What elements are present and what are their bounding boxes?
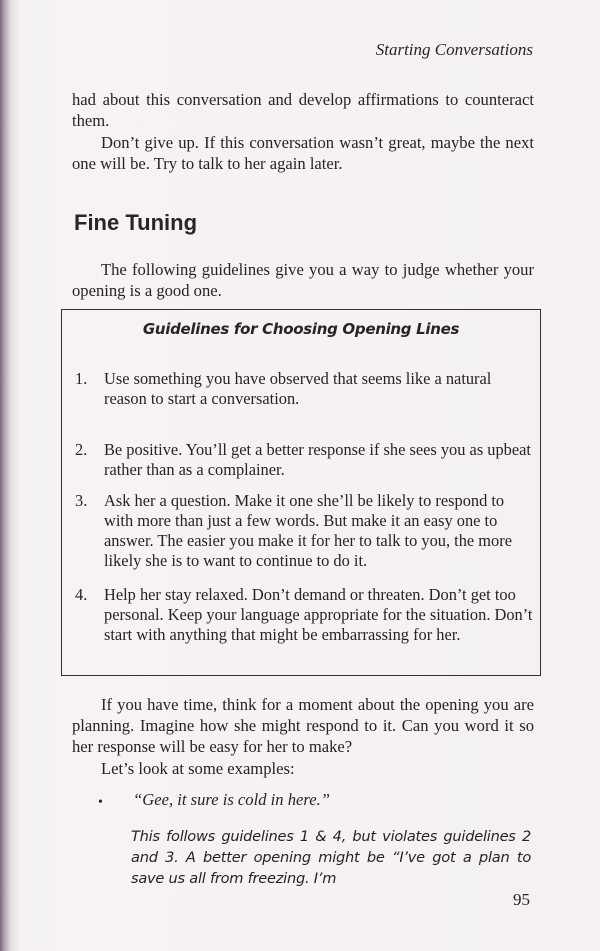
guidelines-box: [61, 309, 541, 676]
guideline-text: Use something you have observed that seems like a natural reason to start a conversation.: [104, 369, 492, 408]
paragraph-continuation: had about this conversation and develop affirmations to counteract them.: [72, 90, 534, 130]
example-quote: “Gee, it sure is cold in here.”: [133, 790, 330, 809]
section-intro: The following guidelines give you a way to judge whether your opening is a good one.: [72, 260, 534, 300]
example-commentary: This follows guidelines 1 & 4, but violates guidelines 2 and 3. A better opening might be “I’ve got a plan to save us all from freezing. I’m: [131, 828, 531, 887]
guideline-number: 3.: [75, 491, 88, 510]
guideline-number: 1.: [75, 369, 88, 388]
bullet-icon: •: [98, 795, 103, 810]
guideline-text: Help her stay relaxed. Don’t demand or threaten. Don’t get too personal. Keep your language appropriate for the situation. Don’t start with anything that might be embarrassing for her.: [104, 585, 533, 644]
guideline-text: Be positive. You’ll get a better response if she sees you as upbeat rather than as a complainer.: [104, 440, 531, 479]
page-number: 95: [513, 890, 530, 909]
guideline-item: [75, 369, 533, 409]
paragraph-examples-intro: Let’s look at some examples:: [101, 759, 295, 778]
guidelines-box-title: Guidelines for Choosing Opening Lines: [142, 320, 460, 338]
guideline-number: 4.: [75, 585, 88, 604]
guideline-item: [75, 491, 533, 571]
guideline-item: [75, 440, 533, 480]
guideline-number: 2.: [75, 440, 88, 459]
paragraph-dont-give-up: Don’t give up. If this conversation wasn’t great, maybe the next one will be. Try to talk to her again later.: [72, 133, 534, 173]
running-head: Starting Conversations: [375, 40, 533, 59]
paragraph-think-about-opening: If you have time, think for a moment about the opening you are planning. Imagine how she might respond to it. Can you word it so her response will be easy for her to make?: [72, 695, 534, 756]
section-heading: Fine Tuning: [74, 210, 198, 235]
guideline-text: Ask her a question. Make it one she’ll be likely to respond to with more than just a few words. But make it an easy one to answer. The easier you make it for her to talk to you, the more likely she is to want to continue to do it.: [104, 491, 512, 570]
guideline-item: [75, 585, 533, 645]
